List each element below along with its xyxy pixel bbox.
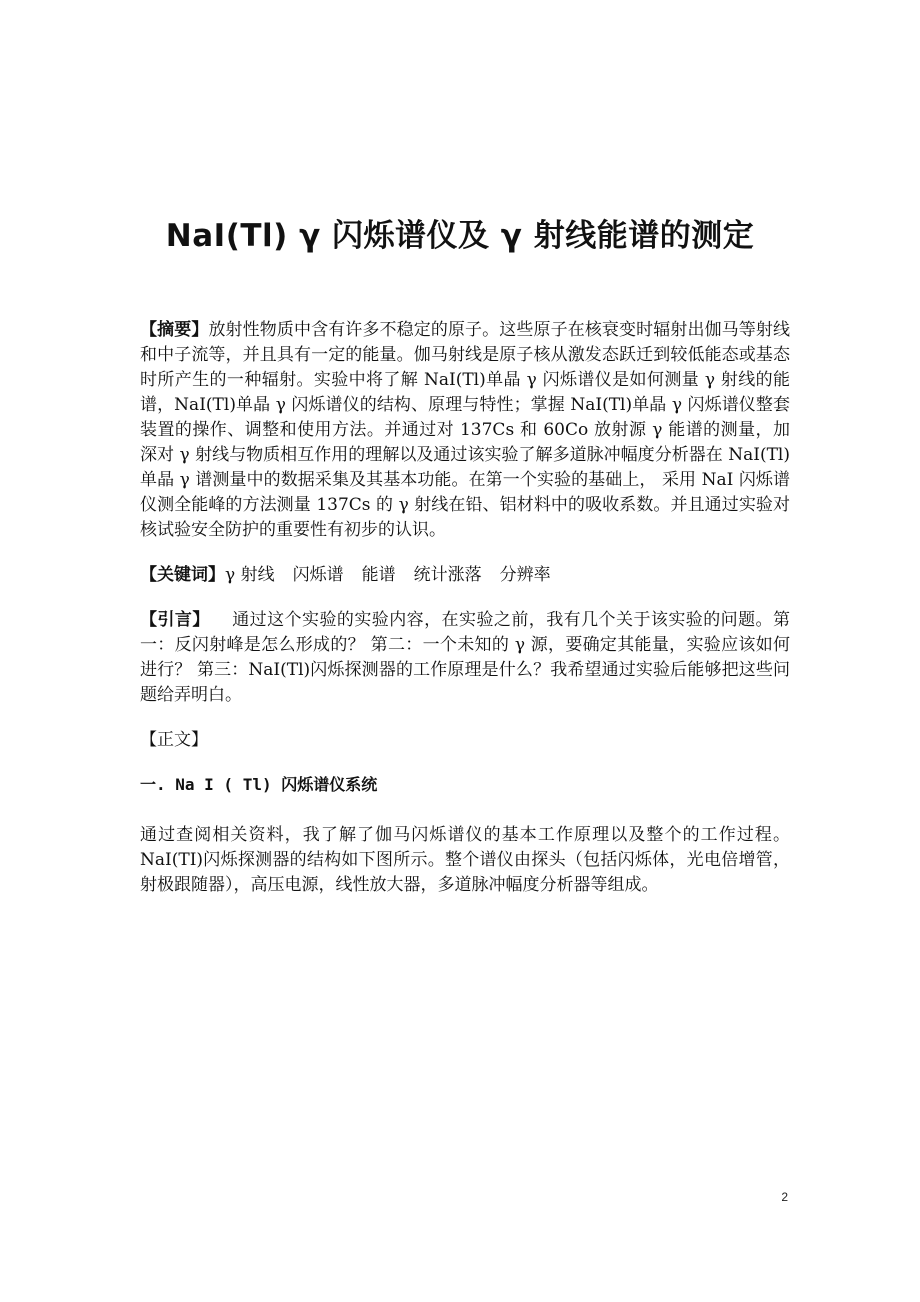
- section-1-heading: 一. Na I ( Tl) 闪烁谱仪系统: [140, 775, 378, 794]
- keyword-item: 分辨率: [499, 565, 551, 585]
- introduction-label: 【引言】: [140, 610, 210, 630]
- main-text-label: 【正文】: [140, 730, 208, 750]
- keywords-paragraph: [140, 563, 790, 588]
- main-text-paragraph: [140, 728, 790, 753]
- page-number: 2: [781, 1190, 788, 1204]
- abstract-label: 【摘要】: [140, 320, 209, 340]
- paper-title: NaI(Tl) γ 闪烁谱仪及 γ 射线能谱的测定: [165, 218, 755, 254]
- keyword-item: γ 射线: [225, 565, 275, 585]
- introduction-text: 通过这个实验的实验内容，在实验之前，我有几个关于该实验的问题。第一：反闪射峰是怎么形成的？ 第二：一个未知的 γ 源，要确定其能量，实验应该如何进行？ 第三：NaI(Tl)闪烁探测器的工作原理是什么？我希望通过实验后能够把这些问题给弄明白。: [140, 610, 791, 705]
- section-1-paragraph: 通过查阅相关资料，我了解了伽马闪烁谱仪的基本工作原理以及整个的工作过程。NaI(TI)闪烁探测器的结构如下图所示。整个谱仪由探头（包括闪烁体，光电倍增管，射极跟随器），高压电源，线性放大器，多道脉冲幅度分析器等组成。: [140, 825, 790, 895]
- keyword-item: 统计涨落: [413, 565, 482, 585]
- paper-content: [140, 318, 790, 898]
- abstract-text: 放射性物质中含有许多不稳定的原子。这些原子在核衰变时辐射出伽马等射线和中子流等，并且具有一定的能量。伽马射线是原子核从激发态跃迁到较低能态或基态时所产生的一种辐射。实验中将了解 NaI(Tl)单晶 γ 闪烁谱仪是如何测量 γ 射线的能谱，NaI(Tl)单晶 γ 闪烁谱仪的结构、原理与特性；掌握 NaI(Tl)单晶 γ 闪烁谱仪整套装置的操作、调整和使用方法。并通过对 137Cs 和 60Co 放射源 γ 能谱的测量，加深对 γ 射线与物质相互作用的理解以及通过该实验了解多道脉冲幅度分析器在 NaI(Tl)单晶 γ 谱测量中的数据采集及其基本功能。在第一个实验的基础上， 采用 NaI 闪烁谱仪测全能峰的方法测量 137Cs 的 γ 射线在铅、铝材料中的吸收系数。并且通过实验对核试验安全防护的重要性有初步的认识。: [140, 320, 791, 540]
- abstract-paragraph: [140, 318, 790, 543]
- keywords-label: 【关键词】: [140, 565, 225, 585]
- introduction-paragraph: [140, 608, 790, 708]
- keyword-item: 闪烁谱: [292, 565, 344, 585]
- keyword-item: 能谱: [361, 565, 396, 585]
